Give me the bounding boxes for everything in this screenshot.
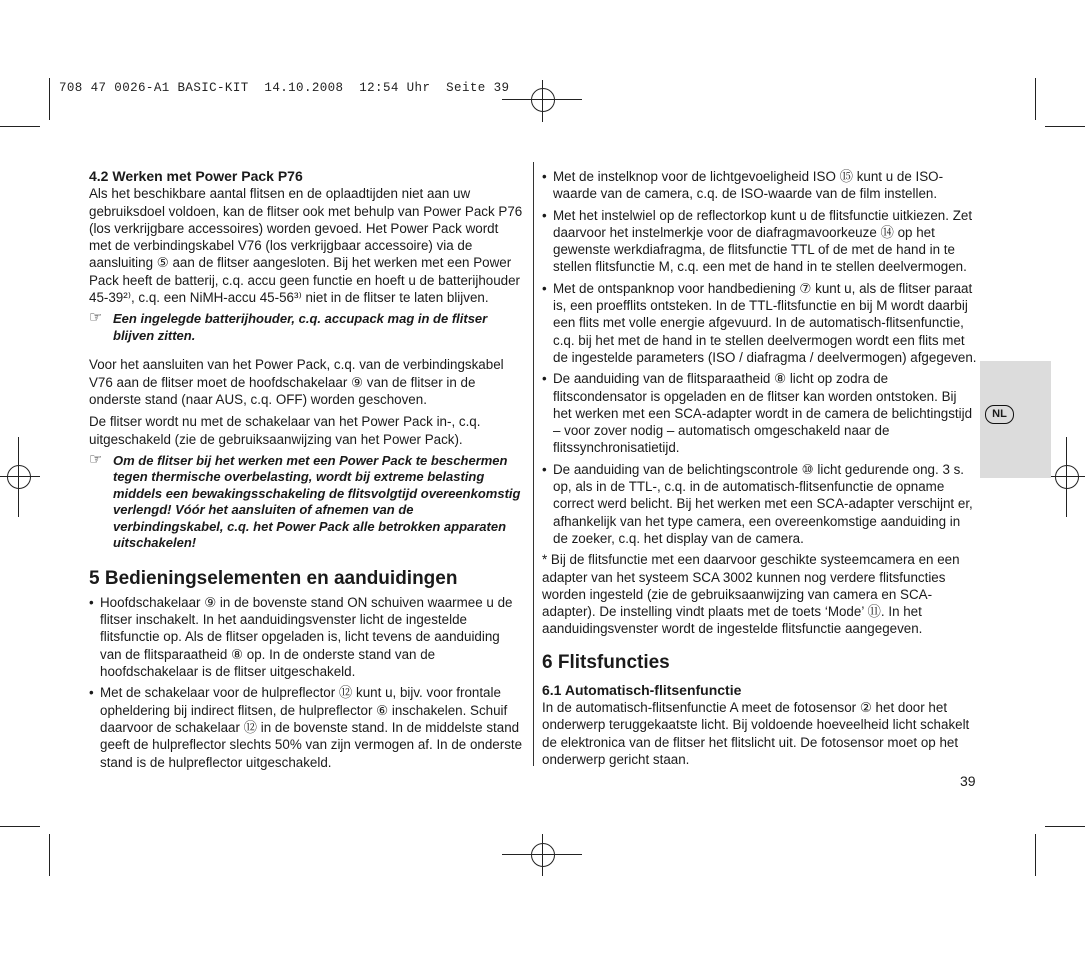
- print-header: 708 47 0026-A1 BASIC-KIT 14.10.2008 12:54 Uhr Seite 39: [59, 81, 510, 95]
- pointing-hand-icon: ☞: [89, 309, 103, 327]
- crop-mark: [0, 126, 40, 127]
- left-column: [89, 168, 524, 771]
- crop-mark: [49, 834, 50, 876]
- note-text: Een ingelegde batterijhouder, c.q. accupack mag in de flitser blijven zitten.: [113, 311, 488, 343]
- note-text: Om de flitser bij het werken met een Power Pack te beschermen tegen thermische overbelasting, wordt bij extreme belasting middels een bewakingsschakeling de flitsvolgtijd overeenkomstig verlengd! Vóór het aansluiten of afnemen van de verbindingskabel, c.q. het Power Pack alle betrokken apparaten uitschakelen!: [113, 452, 521, 551]
- registration-mark: [531, 843, 555, 867]
- paragraph: In de automatisch-flitsenfunctie A meet de fotosensor ② het door het onderwerp teruggekaatste licht. Bij voldoende hoeveelheid licht schakelt de elektronica van de flitser het flitslicht uit. De fotosensor moet op het onderwerp gericht staan.: [542, 700, 970, 767]
- list-item: • Met de schakelaar voor de hulpreflector ⑫ kunt u, bijv. voor frontale opheldering bij indirect flitsen, de hulpreflector ⑥ inschakelen. Schuif daarvoor de schakelaar ⑫ in de bovenste stand. In de middelste stand geeft de hulpreflector slechts 50% van zijn vermogen af. In de onderste stand is de hulpreflector uitgeschakeld.: [89, 684, 524, 770]
- language-badge: NL: [985, 405, 1014, 424]
- list-item: • Met de ontspanknop voor handbediening ⑦ kunt u, als de flitser paraat is, een proefflits ontsteken. In de TTL-flitsfunctie en bij M wordt daarbij een flits met volle energie afgevuurd. In de automatisch-flitsenfunctie, c.q. bij het met de hand in te stellen deelvermogen wordt een flits met de ingestelde parameters (ISO / diafragma / deelvermogen) afgegeven.: [542, 280, 978, 366]
- right-column: [542, 168, 978, 768]
- registration-mark: [542, 834, 543, 876]
- page-number: 39: [960, 773, 976, 789]
- section-heading: 4.2 Werken met Power Pack P76: [89, 168, 303, 184]
- registration-mark: [18, 437, 19, 517]
- column-divider: [533, 162, 534, 766]
- registration-mark: [542, 80, 543, 122]
- list-item: • De aanduiding van de flitsparaatheid ⑧ licht op zodra de flitscondensator is opgeladen en de flitser kan worden ontstoken. Bij het werken met een SCA-adapter wordt in de camera de belichtingstijd – voor zover nodig – automatisch omgeschakeld naar de flitssynchronisatietijd.: [542, 370, 978, 456]
- note: [89, 450, 524, 552]
- list-item: • Met het instelwiel op de reflectorkop kunt u de flitsfunctie uitkiezen. Zet daarvoor het instelmerkje voor de diafragmavoorkeuze ⑭ op het gewenste werkdiafragma, de flitsfunctie TTL of de met de hand in te stellen flitsfunctie M, c.q. een met de hand in te stellen deelvermogen.: [542, 207, 978, 276]
- crop-mark: [1035, 78, 1036, 120]
- section-heading: 6.1 Automatisch-flitsenfunctie: [542, 681, 742, 698]
- registration-mark: [0, 476, 40, 477]
- crop-mark: [49, 78, 50, 120]
- crop-mark: [0, 826, 40, 827]
- list-item: • De aanduiding van de belichtingscontrole ⑩ licht gedurende ong. 3 s. op, als in de TTL-, c.q. in de automatisch-flitsenfunctie de opname correct werd belicht. Bij het werken met een SCA-adapter verschijnt er, afhankelijk van het type camera, een overeenkomstige aanduiding in de zoeker, c.q. het display van de camera.: [542, 461, 978, 547]
- registration-mark: [1055, 465, 1079, 489]
- crop-mark: [1035, 834, 1036, 876]
- paragraph: Voor het aansluiten van het Power Pack, c.q. van de verbindingskabel V76 aan de flitser moet de hoofdschakelaar ⑨ van de flitser in de onderste stand (naar AUS, c.q. OFF) worden geschoven.: [89, 357, 504, 407]
- registration-mark: [531, 88, 555, 112]
- list-item: • Met de instelknop voor de lichtgevoeligheid ISO ⑮ kunt u de ISO-waarde van de camera, c.q. de ISO-waarde van de film instellen.: [542, 168, 978, 203]
- paragraph: Als het beschikbare aantal flitsen en de oplaadtijden niet aan uw gebruiksdoel voldoen, kan de flitser ook met behulp van Power Pack P76 (los verkrijgbare accessoires) worden gevoed. Het Power Pack wordt met de verbindingskabel V76 (los verkrijgbaar accessoire) via de aansluiting ⑤ aan de flitser aangesloten. Bij het werken met een Power Pack heeft de batterij, c.q. accu geen functie en hoeft u de batterijhouder 45-39²⁾, c.q. een NiMH-accu 45-56³⁾ niet in de flitser te laten blijven.: [89, 186, 523, 306]
- list-item: • Hoofdschakelaar ⑨ in de bovenste stand ON schuiven waarmee u de flitser inschakelt. In het aanduidingsvenster licht de ingestelde flitsfunctie op. Als de flitser opgeladen is, licht tevens de aanduiding van de flitsparaatheid ⑧ op. In de onderste stand van de hoofdschakelaar is de flitser uitgeschakeld.: [89, 594, 524, 680]
- chapter-heading: 5 Bedieningselementen en aanduidingen: [89, 567, 458, 589]
- pointing-hand-icon: ☞: [89, 450, 103, 468]
- footnote: * Bij de flitsfunctie met een daarvoor geschikte systeemcamera en een adapter van het systeem SCA 3002 kunnen nog verdere flitsfuncties worden ingesteld (zie de gebruiksaanwijzing van camera en SCA-adapter). De instelling vindt plaats met de toets ‘Mode’ ⑪. In het aanduidingsvenster wordt de ingestelde flitsfunctie aangegeven.: [542, 552, 960, 637]
- crop-mark: [1045, 126, 1085, 127]
- note: [89, 311, 524, 344]
- registration-mark: [7, 465, 31, 489]
- chapter-heading: 6 Flitsfuncties: [542, 651, 670, 673]
- registration-mark: [1066, 437, 1067, 517]
- crop-mark: [1045, 826, 1085, 827]
- registration-mark: [1045, 476, 1085, 477]
- paragraph: De flitser wordt nu met de schakelaar van het Power Pack in-, c.q. uitgeschakeld (zie de gebruiksaanwijzing van het Power Pack).: [89, 414, 481, 447]
